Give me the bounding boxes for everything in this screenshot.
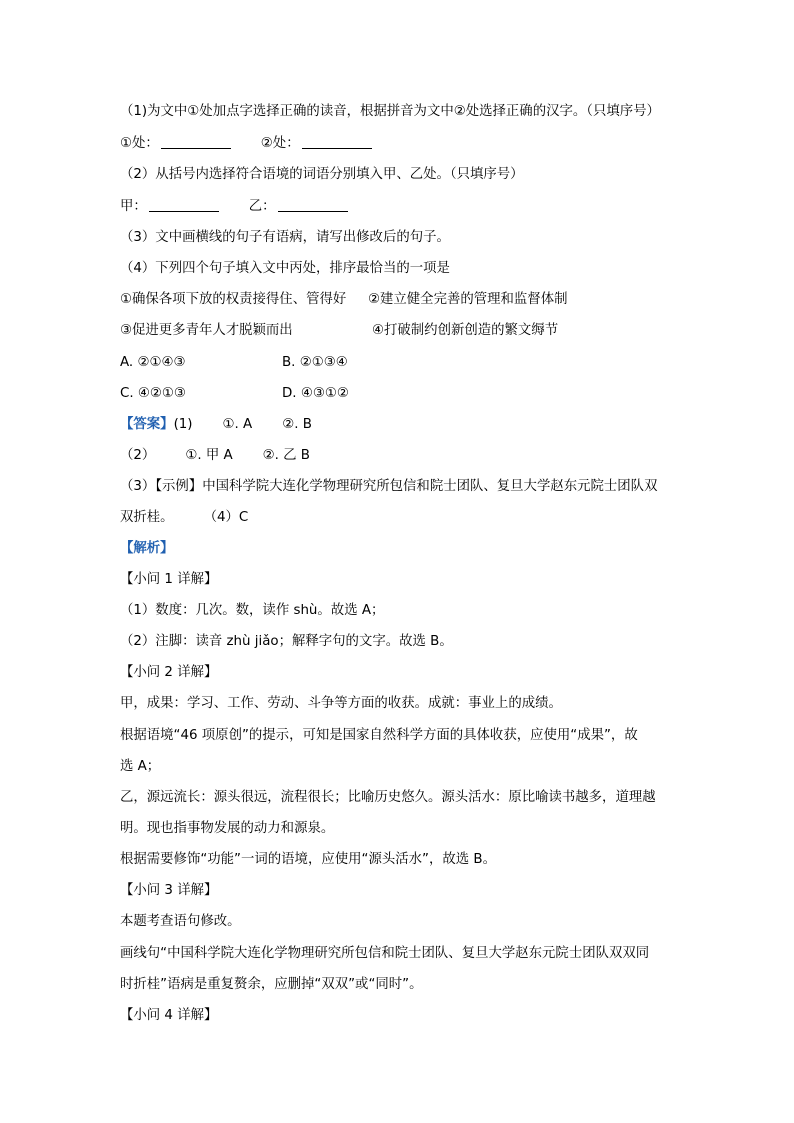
q2-blank2-label: 乙： [248, 199, 276, 214]
q2-blank1-label: 甲： [120, 199, 147, 214]
analysis-label: 【解析】 [120, 541, 174, 556]
q2-prompt: （2）从括号内选择符合语境的词语分别填入甲、乙处。（只填序号） [120, 167, 524, 182]
q4-sentence2: ②建立健全完善的管理和监督体制 [368, 292, 568, 307]
q4-option-d: D. ④③①② [282, 386, 349, 401]
sub1-line1: （1）数度：几次。数，读作 shù。故选 A； [120, 603, 385, 618]
q4-options-row1 [120, 353, 348, 373]
answer-row2 [120, 446, 310, 466]
q2-blank1 [149, 197, 219, 212]
sub2-line2: 根据语境“46 项原创”的提示，可知是国家自然科学方面的具体收获，应使用“成果”，故 [120, 728, 638, 743]
q1-blank2-label: ②处： [260, 136, 300, 151]
q4-sentence4: ④打破制约创新创造的繁文缛节 [372, 323, 559, 338]
answer2-item1: ①. 甲 A [185, 448, 233, 463]
q2-answer-blanks [120, 197, 348, 217]
sub2-line1: 甲，成果：学习、工作、劳动、斗争等方面的收获。成就：事业上的成绩。 [120, 696, 562, 711]
sub2-line6: 根据需要修饰“功能”一词的语境，应使用“源头活水”，故选 B。 [120, 852, 496, 867]
sub2-header: 【小问 2 详解】 [120, 665, 218, 680]
answer3-text-line1: 中国科学院大连化学物理研究所包信和院士团队、复旦大学赵东元院士团队双 [202, 479, 658, 494]
q4-option-b: B. ②①③④ [282, 355, 348, 370]
sub2-line4: 乙，源远流长：源头很远，流程很长；比喻历史悠久。源头活水：原比喻读书越多，道理越 [120, 790, 656, 805]
answer-row4 [120, 508, 248, 528]
answer3-example-label: 【示例】 [155, 479, 203, 494]
q1-prompt: （1)为文中①处加点字选择正确的读音，根据拼音为文中②处选择正确的汉字。（只填序号） [120, 104, 660, 119]
q4-sentences-row1 [120, 290, 567, 310]
answer3-text-line2: 双折桂。 [120, 510, 174, 525]
answer1-item2: ②. B [282, 417, 312, 432]
q4-sentences-row2 [120, 321, 558, 341]
answer4-text: （4）C [203, 510, 249, 525]
q1-blank2 [302, 134, 372, 149]
answer1-item1: ①. A [222, 417, 253, 432]
q4-prompt: （4）下列四个句子填入文中丙处，排序最恰当的一项是 [120, 261, 450, 276]
answer-row1 [120, 415, 312, 435]
q4-sentence3: ③促进更多青年人才脱颖而出 [120, 323, 293, 338]
q3-prompt: （3）文中画横线的句子有语病，请写出修改后的句子。 [120, 230, 450, 245]
answer-label: 【答案】 [120, 417, 174, 432]
sub1-header: 【小问 1 详解】 [120, 572, 218, 587]
answer1-num: (1) [173, 417, 193, 432]
answer-row3 [120, 477, 657, 497]
sub3-line3: 时折桂”语病是重复赘余，应删掉“双双”或“同时”。 [120, 977, 423, 992]
q1-answer-blanks [120, 134, 372, 154]
sub4-header: 【小问 4 详解】 [120, 1008, 218, 1023]
sub1-line2: （2）注脚：读音 zhù jiǎo；解释字句的文字。故选 B。 [120, 634, 453, 649]
q1-blank1 [161, 134, 231, 149]
sub2-line5: 明。现也指事物发展的动力和源泉。 [120, 821, 335, 836]
q1-blank1-label: ①处： [120, 136, 159, 151]
q4-sentence1: ①确保各项下放的权责接得住、管得好 [120, 292, 347, 307]
answer2-num: （2） [120, 448, 156, 463]
sub2-line3: 选 A； [120, 759, 161, 774]
q4-option-a: A. ②①④③ [120, 355, 186, 370]
sub3-line1: 本题考查语句修改。 [120, 914, 241, 929]
answer2-item2: ②. 乙 B [262, 448, 310, 463]
answer3-prefix: （3） [120, 479, 156, 494]
sub3-line2: 画线句“中国科学院大连化学物理研究所包信和院士团队、复旦大学赵东元院士团队双双同 [120, 946, 650, 961]
q4-options-row2 [120, 384, 349, 404]
sub3-header: 【小问 3 详解】 [120, 883, 218, 898]
q2-blank2 [278, 197, 348, 212]
q4-option-c: C. ④②①③ [120, 386, 186, 401]
